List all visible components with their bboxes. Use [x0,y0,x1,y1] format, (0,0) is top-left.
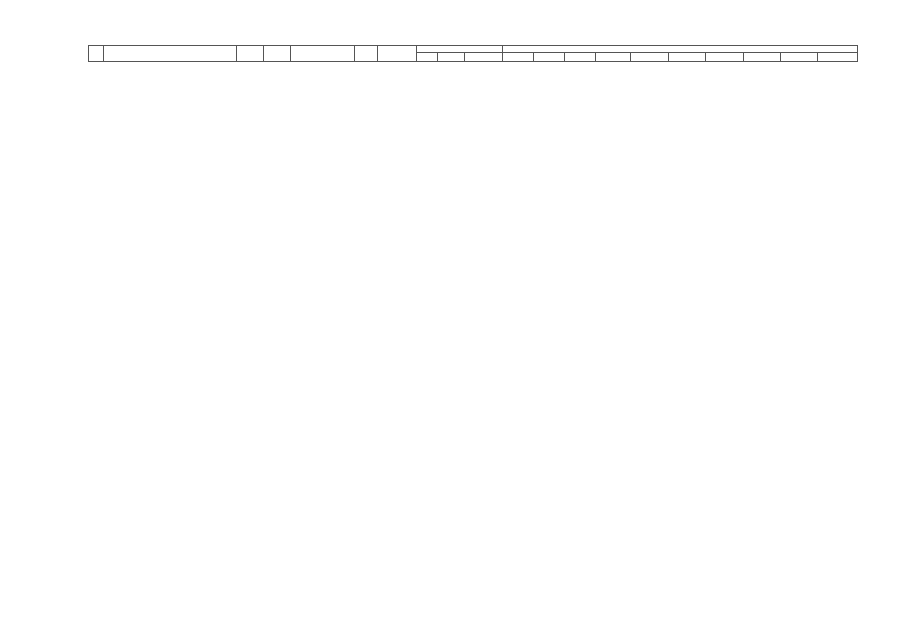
column-numbers-row [89,62,858,67]
header-coef [263,46,290,62]
header-budget-1 [417,53,438,62]
header-year [533,53,564,62]
header-budget-3 [465,53,502,62]
header-name [103,46,236,62]
header-period [355,46,378,62]
header-year [631,53,668,62]
header-responsible [377,46,416,62]
header-year [596,53,631,62]
header-unit [236,46,263,62]
header-method [290,46,354,62]
header-num [89,46,104,62]
header-values-group [502,46,857,53]
header-budget-2 [438,53,465,62]
header-year [743,53,780,62]
header-year [564,53,595,62]
header-budget-group [417,46,502,53]
header-year [781,53,818,62]
header-year [706,53,743,62]
header-row-1 [89,46,858,53]
program-table [88,45,858,67]
header-final [818,53,858,62]
header-year [668,53,705,62]
header-year [502,53,533,62]
